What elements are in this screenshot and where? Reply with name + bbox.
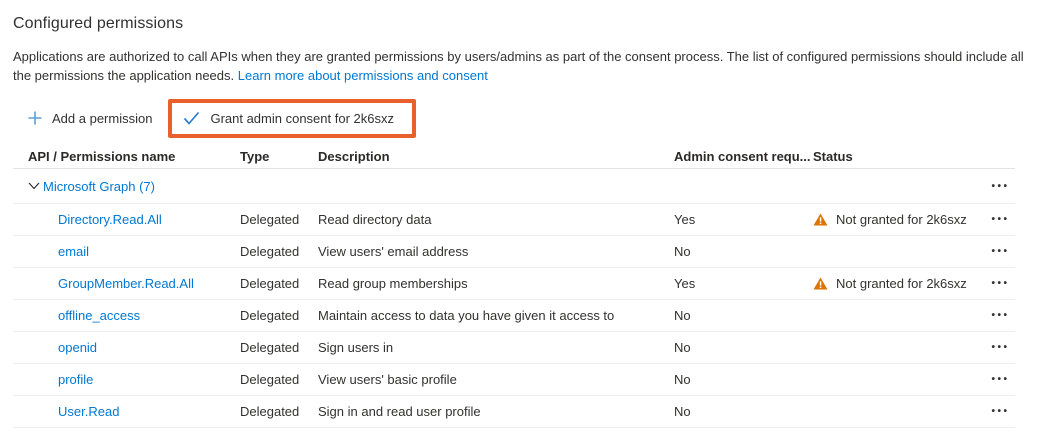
cell-type: Delegated	[240, 276, 300, 291]
permission-link[interactable]: openid	[58, 340, 98, 355]
warning-icon	[813, 213, 828, 226]
cell-type: Delegated	[240, 340, 300, 355]
cell-description: Sign users in	[318, 340, 394, 355]
grant-admin-consent-label: Grant admin consent for 2k6sxz	[210, 110, 394, 126]
status-text: Not granted for 2k6sxz	[836, 276, 967, 291]
cell-admin-consent: No	[674, 372, 691, 387]
group-expand-toggle[interactable]	[28, 179, 155, 194]
status-text: Not granted for 2k6sxz	[836, 212, 967, 227]
column-header-admin-consent: Admin consent requ...	[674, 148, 811, 164]
cell-description: View users' basic profile	[318, 372, 457, 387]
cell-type: Delegated	[240, 372, 300, 387]
command-bar	[13, 96, 1035, 140]
annotation-highlight-box	[168, 99, 416, 138]
permission-link[interactable]: GroupMember.Read.All	[58, 276, 194, 291]
cell-description: Read group memberships	[318, 276, 468, 291]
cell-admin-consent: No	[674, 308, 691, 323]
table-row	[13, 332, 1015, 364]
add-permission-button[interactable]	[13, 105, 166, 132]
cell-description: Read directory data	[318, 212, 432, 227]
more-options-icon[interactable]: •••	[991, 246, 1010, 257]
table-header-row	[13, 144, 1015, 169]
description-text	[13, 47, 1035, 85]
learn-more-link[interactable]: Learn more about permissions and consent	[237, 68, 488, 83]
grant-admin-consent-button[interactable]	[183, 111, 394, 126]
cell-description: Maintain access to data you have given it access to	[318, 308, 615, 323]
permission-link[interactable]: email	[58, 244, 90, 259]
permission-link[interactable]: offline_access	[58, 308, 141, 323]
cell-admin-consent: No	[674, 404, 691, 419]
cell-admin-consent: No	[674, 244, 691, 259]
column-header-description: Description	[318, 148, 390, 164]
more-options-icon[interactable]: •••	[991, 278, 1010, 289]
cell-type: Delegated	[240, 212, 300, 227]
permission-link[interactable]: User.Read	[58, 404, 120, 419]
permission-link[interactable]: Directory.Read.All	[58, 212, 162, 227]
permissions-table	[13, 144, 1015, 428]
table-row	[13, 204, 1015, 236]
column-header-type: Type	[240, 148, 270, 164]
more-options-icon[interactable]: •••	[991, 214, 1010, 225]
group-row-microsoft-graph	[13, 169, 1015, 204]
cell-admin-consent: No	[674, 340, 691, 355]
more-options-icon[interactable]: •••	[991, 180, 1010, 192]
group-label: Microsoft Graph (7)	[43, 178, 155, 194]
cell-type: Delegated	[240, 308, 300, 323]
plus-icon	[28, 111, 42, 125]
more-options-icon[interactable]: •••	[991, 374, 1010, 385]
table-row	[13, 300, 1015, 332]
more-options-icon[interactable]: •••	[991, 342, 1010, 353]
cell-description: View users' email address	[318, 244, 469, 259]
add-permission-label: Add a permission	[52, 110, 153, 126]
column-header-api-name: API / Permissions name	[28, 148, 176, 164]
page-title: Configured permissions	[13, 15, 184, 32]
table-row	[13, 268, 1015, 300]
table-row	[13, 396, 1015, 428]
cell-description: Sign in and read user profile	[318, 404, 481, 419]
chevron-down-icon	[28, 182, 40, 190]
cell-admin-consent: Yes	[674, 276, 696, 291]
more-options-icon[interactable]: •••	[991, 310, 1010, 321]
cell-admin-consent: Yes	[674, 212, 696, 227]
permission-link[interactable]: profile	[58, 372, 94, 387]
more-options-icon[interactable]: •••	[991, 406, 1010, 417]
table-row	[13, 364, 1015, 396]
warning-icon	[813, 277, 828, 290]
column-header-status: Status	[813, 148, 853, 164]
description-body: Applications are authorized to call APIs when they are granted permissions by users/admins as part of the consent process. The list of configured permissions should include all the permissions the application needs.	[13, 49, 1024, 83]
checkmark-icon	[183, 111, 200, 125]
cell-type: Delegated	[240, 404, 300, 419]
table-row	[13, 236, 1015, 268]
cell-type: Delegated	[240, 244, 300, 259]
